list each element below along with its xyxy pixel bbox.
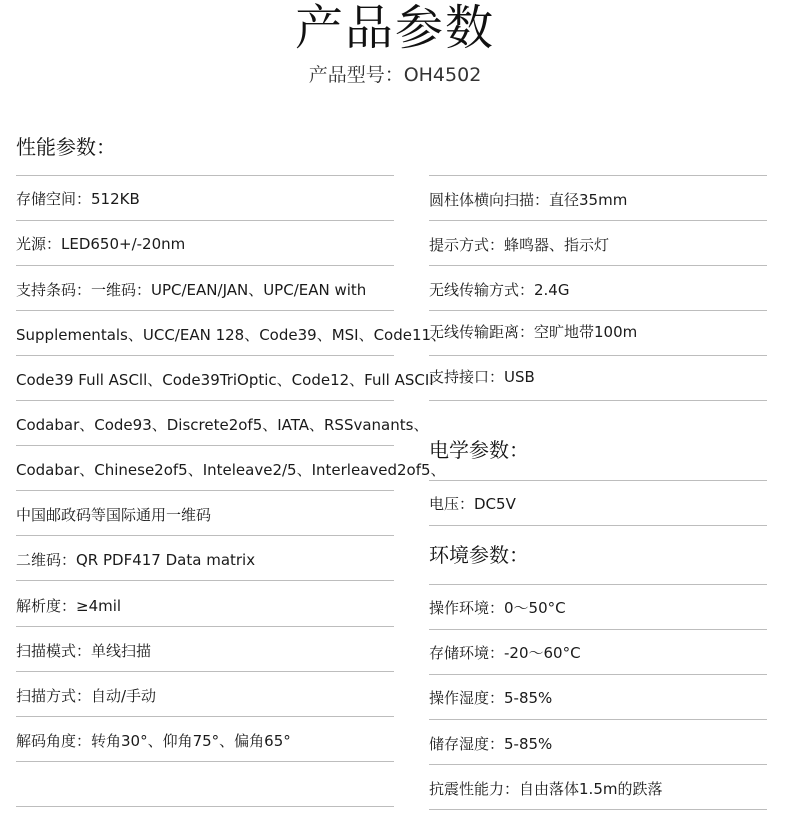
divider: [429, 525, 767, 526]
divider: [16, 671, 394, 672]
divider: [429, 220, 767, 221]
spec-row-light-source: 光源：LED650+/-20nm: [16, 235, 186, 253]
divider: [16, 535, 394, 536]
divider: [16, 175, 394, 176]
divider: [16, 806, 394, 807]
divider: [429, 674, 767, 675]
spec-row-barcodes-cont-3: Codabar、Code93、Discrete2of5、IATA、RSSvanants、: [16, 416, 429, 434]
divider: [16, 265, 394, 266]
spec-row-decode-angle: 解码角度：转角30°、仰角75°、偏角65°: [16, 732, 291, 750]
divider: [16, 716, 394, 717]
spec-row-wireless-range: 无线传输距离：空旷地带100m: [429, 323, 638, 341]
spec-row-barcodes-cont-1: Supplementals、UCC/EAN 128、Code39、MSI、Code11、: [16, 326, 447, 344]
spec-row-shock-resistance: 抗震性能力：自由落体1.5m的跌落: [429, 780, 663, 798]
spec-row-storage-temp: 存储环境：-20～60°C: [429, 644, 581, 662]
divider: [429, 400, 767, 401]
divider: [429, 175, 767, 176]
spec-row-scan-method: 扫描方式：自动/手动: [16, 687, 157, 705]
divider: [16, 310, 394, 311]
divider: [16, 220, 394, 221]
divider: [429, 809, 767, 810]
section-title-environment: 环境参数：: [429, 543, 529, 567]
divider: [429, 629, 767, 630]
spec-row-wireless-method: 无线传输方式：2.4G: [429, 281, 570, 299]
divider: [16, 626, 394, 627]
divider: [429, 719, 767, 720]
spec-row-operating-temp: 操作环境：0～50°C: [429, 599, 566, 617]
spec-row-barcodes-cont-4: Codabar、Chinese2of5、Inteleave2/5、Interleaved2of5、: [16, 461, 446, 479]
spec-row-2d-codes: 二维码：QR PDF417 Data matrix: [16, 551, 256, 569]
spec-row-storage: 存储空间：512KB: [16, 190, 140, 208]
spec-row-voltage: 电压：DC5V: [429, 495, 516, 513]
spec-row-resolution: 解析度：≥4mil: [16, 597, 122, 615]
spec-row-storage-humidity: 储存湿度：5-85%: [429, 735, 553, 753]
spec-row-barcodes-cont-5: 中国邮政码等国际通用一维码: [16, 506, 212, 524]
divider: [429, 764, 767, 765]
divider: [16, 761, 394, 762]
section-title-electrical: 电学参数：: [429, 438, 529, 462]
divider: [429, 584, 767, 585]
divider: [429, 355, 767, 356]
divider: [429, 480, 767, 481]
spec-row-cylinder-scan: 圆柱体横向扫描：直径35mm: [429, 191, 628, 209]
section-title-performance: 性能参数：: [16, 135, 116, 159]
spec-row-scan-mode: 扫描模式：单线扫描: [16, 642, 152, 660]
divider: [16, 580, 394, 581]
divider: [429, 310, 767, 311]
spec-row-operating-humidity: 操作湿度：5-85%: [429, 689, 553, 707]
divider: [16, 490, 394, 491]
spec-row-barcodes-cont-2: Code39 Full ASCll、Code39TriOptic、Code12、Full ASCII: [16, 371, 434, 389]
divider: [16, 355, 394, 356]
divider: [16, 400, 394, 401]
model-number: 产品型号：OH4502: [308, 64, 482, 86]
page-title: 产品参数: [294, 0, 495, 56]
spec-row-indicator: 提示方式：蜂鸣器、指示灯: [429, 236, 610, 254]
spec-row-barcodes: 支持条码：一维码：UPC/EAN/JAN、UPC/EAN with: [16, 281, 367, 299]
spec-row-interface: 支持接口：USB: [429, 368, 535, 386]
divider: [429, 265, 767, 266]
divider: [16, 445, 394, 446]
